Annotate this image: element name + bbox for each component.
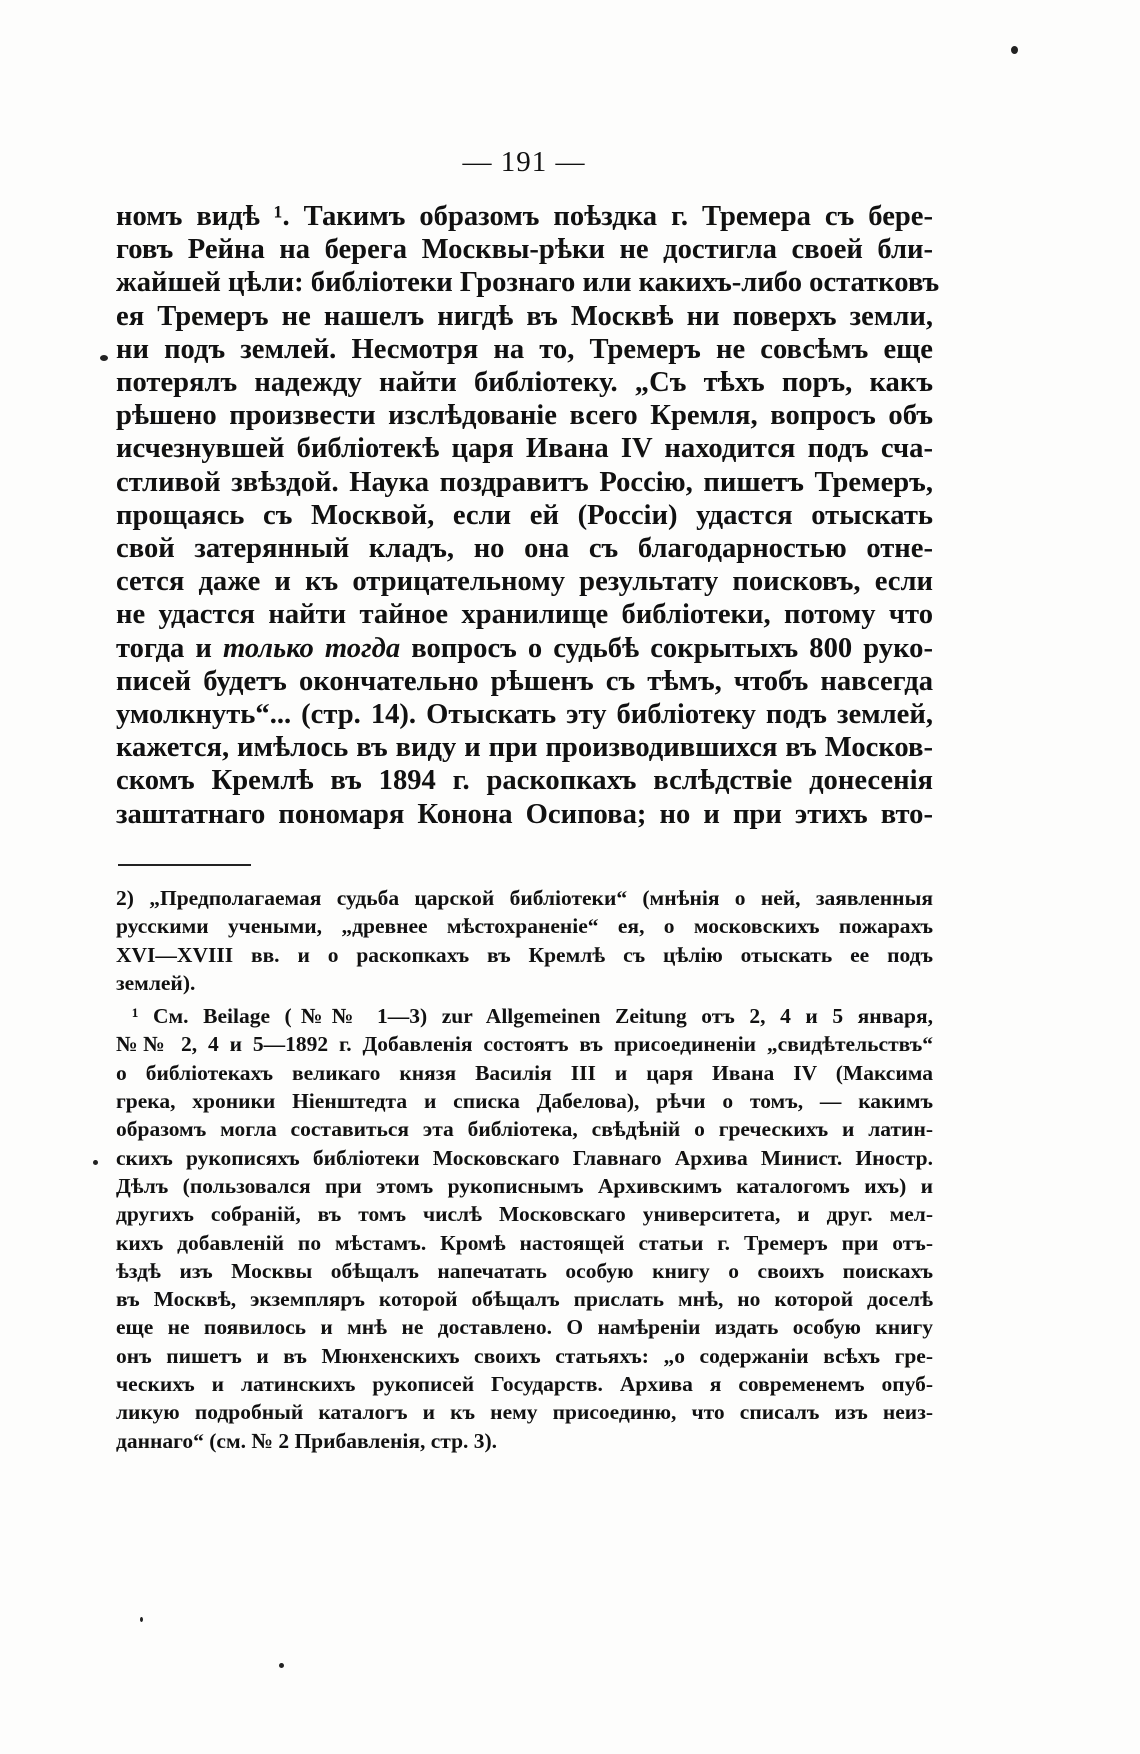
main-line: свой затерянный кладъ, но она съ благодарностью отне- <box>116 533 933 565</box>
italic-emphasis: только тогда <box>222 632 401 664</box>
footnote-1-line: образомъ могла составиться эта библіотека, свѣдѣній о греческихъ и латин- <box>116 1117 933 1142</box>
footnote-1-line: грека, хроники Ніенштедта и списка Дабелова), рѣчи о томъ, — какимъ <box>116 1089 933 1114</box>
scan-speck <box>279 1663 284 1668</box>
main-line: умолкнуть“... (стр. 14). Отыскать эту библіотеку подъ землей, <box>116 699 933 731</box>
main-line-mixed <box>116 632 933 665</box>
footnote-1-line: другихъ собраній, въ томъ числѣ Московскаго университета, и друг. мел- <box>116 1202 933 1227</box>
main-line: не удастся найти тайное хранилище библіотеки, потому что <box>116 599 933 631</box>
page-number: — 191 — <box>462 146 586 178</box>
main-line: исчезнувшей библіотекѣ царя Ивана IV находится подъ сча- <box>116 433 933 465</box>
main-line-part: вопросъ о судьбѣ сокрытыхъ 800 руко- <box>400 632 933 664</box>
footnote-1-line: Дѣлъ (пользовался при этомъ рукописнымъ Архивскимъ каталогомъ ихъ) и <box>116 1173 933 1198</box>
main-text <box>116 200 940 831</box>
footnotes <box>116 884 933 1455</box>
main-line: писей будетъ окончательно рѣшенъ съ тѣмъ, чтобъ навсегда <box>116 665 933 697</box>
footnote-1-line: ческихъ и латинскихъ рукописей Государств. Архива я современемъ опуб- <box>116 1372 933 1397</box>
footnote-1-line: о библіотекахъ великаго князя Василія III и царя Ивана IV (Максима <box>116 1060 933 1085</box>
main-line: номъ видѣ ¹. Такимъ образомъ поѣздка г. Тремера съ бере- <box>116 201 933 232</box>
footnote-1-line: кихъ добавленій по мѣстамъ. Кромѣ настоящей статьи г. Тремеръ при отъ- <box>116 1230 933 1255</box>
main-line: заштатнаго пономаря Конона Осипова; но и при этихъ вто- <box>116 798 933 830</box>
footnote-2-line: XVI—XVIII вв. и о раскопкахъ въ Кремлѣ съ цѣлію отыскать ее подъ <box>116 942 933 967</box>
footnote-1-line: ¹ См. Beilage (№№ 1—3) zur Allgemeinen Zeitung отъ 2, 4 и 5 января, <box>132 1004 933 1029</box>
main-line: стливой звѣздой. Наука поздравитъ Россію, пишетъ Тремеръ, <box>116 466 933 498</box>
main-line: потерялъ надежду найти библіотеку. „Съ тѣхъ поръ, какъ <box>116 367 933 399</box>
footnote-1-line: ликую подробный каталогъ и къ нему присоединю, что списалъ изъ неиз- <box>116 1400 933 1425</box>
scan-speck <box>100 355 108 361</box>
main-line: скомъ Кремлѣ въ 1894 г. раскопкахъ вслѣдствіе донесенія <box>116 765 933 797</box>
main-line: рѣшено произвести изслѣдованіе всего Кремля, вопросъ объ <box>116 400 933 432</box>
main-line: кажется, имѣлось въ виду и при производившихся въ Москов- <box>116 732 933 764</box>
main-line: жайшей цѣли: библіотеки Грознаго или какихъ-либо остатковъ <box>116 267 940 299</box>
scan-speck <box>140 1617 143 1622</box>
footnote-divider <box>118 864 251 866</box>
main-line: сется даже и къ отрицательному результату поисковъ, если <box>116 566 933 598</box>
main-line: ея Тремеръ не нашелъ нигдѣ въ Москвѣ ни поверхъ земли, <box>116 300 933 332</box>
main-line-part: тогда и <box>116 632 223 664</box>
footnote-1-line: онъ пишетъ и въ Мюнхенскихъ своихъ статьяхъ: „о содержаніи всѣхъ гре- <box>116 1343 933 1368</box>
main-line: говъ Рейна на берега Москвы-рѣки не достигла своей бли- <box>116 234 933 266</box>
footnote-1-line: даннаго“ (см. № 2 Прибавленія, стр. 3). <box>116 1428 498 1453</box>
scan-speck <box>93 1160 98 1165</box>
footnote-1-line: еще не появилось и мнѣ не доставлено. О намѣреніи издать особую книгу <box>116 1315 933 1340</box>
footnote-1-line: №№ 2, 4 и 5—1892 г. Добавленія состоятъ въ присоединеніи „свидѣтельствъ“ <box>116 1032 933 1057</box>
footnote-1-line: ѣздѣ изъ Москвы обѣщалъ напечатать особую книгу о своихъ поискахъ <box>116 1258 933 1283</box>
scan-speck <box>1011 46 1018 54</box>
main-line: ни подъ землей. Несмотря на то, Тремеръ не совсѣмъ еще <box>116 333 933 365</box>
footnote-2-line: землей). <box>116 970 196 995</box>
footnote-1-line: въ Москвѣ, экземпляръ которой обѣщалъ прислать мнѣ, но которой доселѣ <box>116 1287 933 1312</box>
footnote-1-line: скихъ рукописяхъ библіотеки Московскаго Главнаго Архива Минист. Иностр. <box>116 1145 933 1170</box>
footnote-2-line: русскими учеными, „древнее мѣстохраненіе“ ея, о московскихъ пожарахъ <box>116 914 933 939</box>
main-line: прощаясь съ Москвой, если ей (Россіи) удастся отыскать <box>116 499 933 531</box>
footnote-2-line: 2) „Предполагаемая судьба царской библіотеки“ (мнѣнія о ней, заявленныя <box>116 886 933 910</box>
